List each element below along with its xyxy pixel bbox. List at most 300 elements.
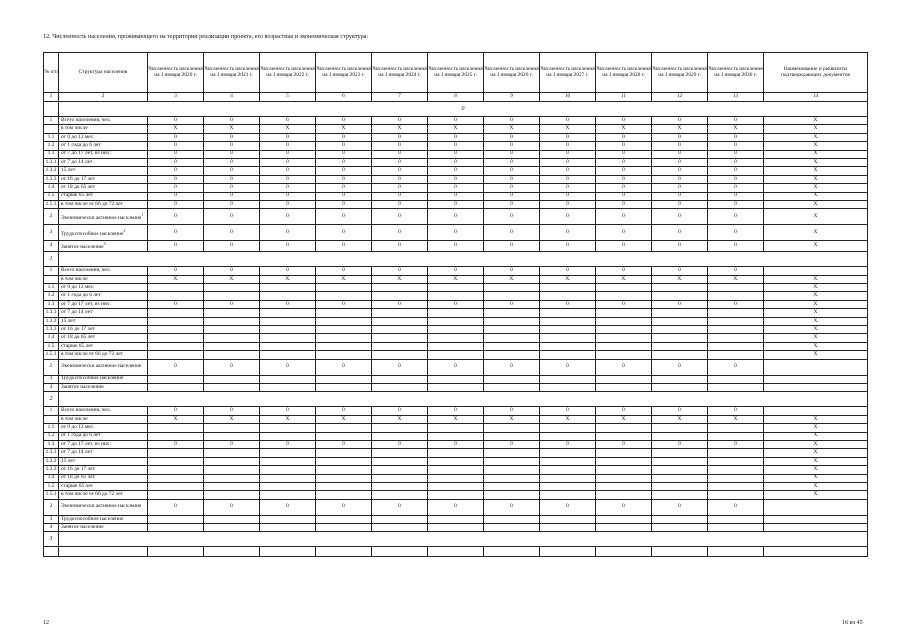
value-cell	[204, 326, 260, 334]
row-label-text: от 7 до 17 лет, из них:	[61, 300, 111, 307]
value-cell	[540, 524, 596, 532]
row-label-text: 15 лет	[61, 167, 76, 174]
footnote-marker: 1	[141, 212, 144, 217]
header-year: Численность населения на 1 января 2025 г.	[428, 53, 484, 93]
value-cell	[372, 317, 428, 325]
documents-cell	[764, 359, 868, 375]
value-cell	[204, 292, 260, 300]
value-cell	[148, 424, 204, 432]
row-number	[44, 125, 59, 133]
value-cell	[652, 375, 708, 383]
documents-cell: X	[764, 150, 868, 158]
value-cell: 0	[260, 167, 316, 175]
value-cell: X	[428, 275, 484, 283]
empty-cell	[428, 547, 484, 557]
value-cell	[372, 342, 428, 350]
row-number: 1.5.1	[44, 200, 59, 208]
header-year: Численность населения на 1 января 2021 г.	[204, 53, 260, 93]
value-cell: 0	[372, 133, 428, 141]
value-cell: X	[708, 125, 764, 133]
value-cell: 0	[204, 142, 260, 150]
row-number: 3	[44, 515, 59, 523]
value-cell	[540, 491, 596, 499]
value-cell	[540, 432, 596, 440]
value-cell	[204, 309, 260, 317]
column-number: 5	[260, 93, 316, 102]
population-table	[43, 52, 868, 557]
value-cell	[372, 309, 428, 317]
value-cell: 0	[652, 142, 708, 150]
value-cell: 0	[428, 200, 484, 208]
value-cell	[428, 457, 484, 465]
value-cell	[316, 424, 372, 432]
value-cell: 0	[652, 133, 708, 141]
row-number: 1.3	[44, 440, 59, 448]
value-cell	[148, 449, 204, 457]
value-cell	[204, 474, 260, 482]
empty-cell	[44, 547, 59, 557]
row-label	[59, 375, 148, 383]
value-cell	[148, 474, 204, 482]
value-cell: X	[428, 415, 484, 423]
value-cell: 0	[316, 158, 372, 166]
documents-cell: X	[764, 125, 868, 133]
value-cell: X	[372, 415, 428, 423]
value-cell	[652, 383, 708, 391]
empty-cell	[260, 547, 316, 557]
value-cell	[428, 515, 484, 523]
value-cell	[372, 383, 428, 391]
value-cell	[540, 375, 596, 383]
empty-cell	[204, 547, 260, 557]
row-label	[59, 241, 148, 252]
value-cell	[652, 292, 708, 300]
row-label-text: Занятое население	[61, 243, 104, 250]
value-cell	[540, 466, 596, 474]
value-cell	[316, 375, 372, 383]
value-cell: 0	[596, 267, 652, 275]
row-number: 1	[44, 267, 59, 275]
column-number: 12	[652, 93, 708, 102]
documents-cell: X	[764, 440, 868, 448]
value-cell: 0	[316, 359, 372, 375]
value-cell	[316, 482, 372, 490]
value-cell: 0	[148, 175, 204, 183]
value-cell	[540, 309, 596, 317]
value-cell	[484, 317, 540, 325]
documents-cell: X	[764, 275, 868, 283]
value-cell	[148, 524, 204, 532]
value-cell	[596, 449, 652, 457]
value-cell	[316, 457, 372, 465]
row-number: 1.3	[44, 150, 59, 158]
value-cell: 0	[652, 175, 708, 183]
row-label	[59, 125, 148, 133]
header-year: Численность населения на 1 января 2028 г.	[596, 53, 652, 93]
row-label	[59, 284, 148, 292]
value-cell	[540, 292, 596, 300]
empty-cell	[764, 547, 868, 557]
footnote-marker: 2	[123, 228, 126, 233]
value-cell: 0	[428, 209, 484, 225]
value-cell: 0	[484, 209, 540, 225]
table-row	[44, 267, 868, 275]
row-number: 2	[44, 499, 59, 515]
value-cell: 0	[428, 192, 484, 200]
value-cell: 0	[708, 267, 764, 275]
row-number: 1.3	[44, 300, 59, 308]
row-number: 1.5.1	[44, 351, 59, 359]
value-cell: X	[316, 125, 372, 133]
value-cell	[484, 524, 540, 532]
row-number: 1.5	[44, 482, 59, 490]
row-number: 1	[44, 117, 59, 125]
row-label	[59, 300, 148, 308]
value-cell: 0	[540, 440, 596, 448]
row-number: 1.3.3	[44, 326, 59, 334]
value-cell: 0	[596, 133, 652, 141]
value-cell	[372, 326, 428, 334]
row-label	[59, 415, 148, 423]
documents-cell	[764, 499, 868, 515]
value-cell: 0	[316, 300, 372, 308]
table-row	[44, 225, 868, 241]
value-cell: 0	[372, 407, 428, 415]
value-cell	[428, 309, 484, 317]
row-number: 3	[44, 375, 59, 383]
row-label-text: от 18 до 65 лет	[61, 183, 96, 190]
value-cell	[540, 383, 596, 391]
value-cell: 0	[204, 167, 260, 175]
column-number: 1	[44, 93, 59, 102]
row-number: 1.3.2	[44, 457, 59, 465]
column-number: 14	[764, 93, 868, 102]
table-row	[44, 407, 868, 415]
value-cell: 0	[204, 300, 260, 308]
row-number: 1.3.3	[44, 466, 59, 474]
value-cell: 0	[708, 225, 764, 241]
value-cell: 0	[148, 241, 204, 252]
header-year: Численность населения на 1 января 2022 г.	[260, 53, 316, 93]
section-title: 3	[44, 532, 59, 547]
value-cell: 0	[204, 175, 260, 183]
documents-cell	[764, 515, 868, 523]
value-cell	[708, 351, 764, 359]
empty-cell	[59, 547, 148, 557]
value-cell	[260, 351, 316, 359]
row-label	[59, 133, 148, 141]
table-row	[44, 125, 868, 133]
header-num: № п/п	[44, 53, 59, 93]
value-cell: 0	[708, 241, 764, 252]
row-number: 1.3.2	[44, 167, 59, 175]
row-label-text: в том числе	[61, 415, 88, 422]
row-label-text: старше 65 лет	[61, 192, 93, 199]
row-label	[59, 317, 148, 325]
header-year: Численность населения на 1 января 2026 г.	[484, 53, 540, 93]
row-label	[59, 440, 148, 448]
row-label	[59, 225, 148, 241]
row-label-text: от 1 года до 6 лет	[61, 142, 101, 149]
value-cell: 0	[260, 175, 316, 183]
value-cell	[372, 375, 428, 383]
value-cell: 0	[596, 167, 652, 175]
row-label-text: Трудоспособное население	[61, 375, 124, 382]
row-label-text: от 0 до 12 мес.	[61, 424, 95, 431]
documents-cell: X	[764, 326, 868, 334]
value-cell	[596, 491, 652, 499]
row-label	[59, 184, 148, 192]
value-cell	[484, 351, 540, 359]
value-cell	[428, 424, 484, 432]
value-cell: X	[260, 415, 316, 423]
value-cell: 0	[204, 192, 260, 200]
value-cell	[596, 424, 652, 432]
value-cell	[316, 466, 372, 474]
value-cell: 0	[708, 499, 764, 515]
value-cell: 0	[260, 300, 316, 308]
row-label-text: от 1 года до 6 лет	[61, 292, 101, 299]
value-cell: 0	[596, 200, 652, 208]
value-cell	[708, 334, 764, 342]
value-cell: 0	[708, 175, 764, 183]
value-cell: 0	[484, 192, 540, 200]
value-cell: 0	[484, 117, 540, 125]
value-cell: 0	[596, 184, 652, 192]
value-cell: 0	[204, 200, 260, 208]
row-label-text: Всего населения, чел.	[61, 267, 111, 274]
row-label-text: старше 65 лет	[61, 482, 93, 489]
table-row	[44, 415, 868, 423]
value-cell: 0	[204, 158, 260, 166]
value-cell: 0	[484, 267, 540, 275]
value-cell	[316, 351, 372, 359]
documents-cell: X	[764, 351, 868, 359]
row-label-text: от 0 до 12 мес.	[61, 283, 95, 290]
value-cell	[316, 284, 372, 292]
documents-cell: X	[764, 309, 868, 317]
value-cell	[596, 309, 652, 317]
value-cell: 0	[708, 133, 764, 141]
section-title: 1	[44, 252, 59, 267]
value-cell	[316, 342, 372, 350]
section-header-row	[44, 252, 868, 267]
value-cell	[428, 449, 484, 457]
value-cell	[428, 375, 484, 383]
value-cell	[148, 317, 204, 325]
value-cell: 0	[484, 158, 540, 166]
value-cell: X	[484, 415, 540, 423]
value-cell: 0	[372, 167, 428, 175]
table-row	[44, 317, 868, 325]
value-cell	[708, 432, 764, 440]
row-label	[59, 192, 148, 200]
value-cell: X	[596, 125, 652, 133]
value-cell: 0	[260, 158, 316, 166]
table-row	[44, 241, 868, 252]
value-cell	[260, 474, 316, 482]
value-cell	[372, 292, 428, 300]
value-cell: 0	[708, 359, 764, 375]
value-cell	[484, 326, 540, 334]
value-cell	[260, 457, 316, 465]
value-cell: 0	[148, 158, 204, 166]
row-number: 1.5	[44, 192, 59, 200]
value-cell: 6	[260, 117, 316, 125]
documents-cell: X	[764, 300, 868, 308]
value-cell: 0	[428, 241, 484, 252]
value-cell	[260, 491, 316, 499]
value-cell: X	[484, 125, 540, 133]
row-label-text: в том числе	[61, 275, 88, 282]
value-cell	[708, 383, 764, 391]
value-cell: X	[316, 415, 372, 423]
documents-cell: X	[764, 117, 868, 125]
value-cell	[428, 383, 484, 391]
value-cell	[260, 326, 316, 334]
value-cell	[260, 375, 316, 383]
value-cell: 0	[372, 184, 428, 192]
value-cell: 0	[428, 499, 484, 515]
value-cell: 0	[428, 300, 484, 308]
value-cell	[596, 432, 652, 440]
row-label	[59, 275, 148, 283]
value-cell	[652, 317, 708, 325]
value-cell: 0	[204, 184, 260, 192]
value-cell: 0	[260, 225, 316, 241]
value-cell: X	[260, 125, 316, 133]
value-cell: 0	[316, 150, 372, 158]
value-cell: 0	[596, 300, 652, 308]
value-cell	[652, 432, 708, 440]
value-cell	[596, 375, 652, 383]
value-cell: 0	[708, 192, 764, 200]
value-cell: 0	[540, 158, 596, 166]
value-cell	[372, 424, 428, 432]
column-number: 7	[372, 93, 428, 102]
row-label	[59, 142, 148, 150]
value-cell: 0	[204, 150, 260, 158]
value-cell	[596, 466, 652, 474]
value-cell	[316, 432, 372, 440]
footer-page-count: 16 из 45	[842, 620, 863, 626]
value-cell: 0	[316, 241, 372, 252]
row-label	[59, 499, 148, 515]
value-cell	[148, 309, 204, 317]
row-label-text: от 18 до 65 лет	[61, 334, 96, 341]
value-cell: 0	[204, 499, 260, 515]
empty-cell	[372, 547, 428, 557]
table-row	[44, 466, 868, 474]
row-label-text: от 1 года до 6 лет	[61, 432, 101, 439]
value-cell	[484, 424, 540, 432]
value-cell: 0	[316, 440, 372, 448]
table-row	[44, 192, 868, 200]
value-cell: 0	[204, 225, 260, 241]
value-cell: 0	[540, 359, 596, 375]
value-cell	[652, 466, 708, 474]
table-row	[44, 351, 868, 359]
value-cell	[484, 457, 540, 465]
table-row	[44, 133, 868, 141]
empty-cell	[596, 547, 652, 557]
value-cell	[652, 342, 708, 350]
value-cell	[540, 457, 596, 465]
table-row	[44, 474, 868, 482]
row-label	[59, 383, 148, 391]
value-cell	[540, 326, 596, 334]
value-cell	[204, 424, 260, 432]
value-cell: 0	[260, 359, 316, 375]
value-cell: X	[316, 275, 372, 283]
column-number: 9	[484, 93, 540, 102]
value-cell	[484, 292, 540, 300]
value-cell: 0	[652, 184, 708, 192]
value-cell: X	[204, 415, 260, 423]
value-cell	[204, 515, 260, 523]
row-number: 4	[44, 383, 59, 391]
row-label-text: Занятое население	[61, 523, 104, 530]
value-cell: 0	[204, 440, 260, 448]
value-cell	[596, 474, 652, 482]
value-cell: X	[260, 275, 316, 283]
value-cell	[148, 466, 204, 474]
value-cell: 0	[652, 167, 708, 175]
value-cell	[652, 424, 708, 432]
table-row	[44, 158, 868, 166]
value-cell: 0	[316, 192, 372, 200]
row-number: 1.1	[44, 284, 59, 292]
value-cell	[260, 424, 316, 432]
value-cell: 0	[484, 407, 540, 415]
row-label-text: в том числе	[61, 125, 88, 132]
table-row	[44, 383, 868, 391]
value-cell	[148, 457, 204, 465]
row-label-text: Трудоспособное население	[61, 230, 124, 237]
value-cell: X	[540, 415, 596, 423]
table-row	[44, 275, 868, 283]
value-cell	[652, 457, 708, 465]
value-cell: 0	[484, 184, 540, 192]
section-title-cell	[59, 392, 868, 407]
value-cell	[708, 309, 764, 317]
row-number: 1.5.1	[44, 491, 59, 499]
value-cell: 0	[596, 175, 652, 183]
documents-cell: X	[764, 167, 868, 175]
empty-cell	[708, 547, 764, 557]
row-label	[59, 359, 148, 375]
value-cell: 0	[316, 175, 372, 183]
row-label-text: от 16 до 17 лет	[61, 175, 96, 182]
documents-cell: X	[764, 482, 868, 490]
value-cell: 0	[596, 158, 652, 166]
header-year: Численность населения на 1 января 2027 г.	[540, 53, 596, 93]
documents-cell	[764, 524, 868, 532]
value-cell: 0	[372, 499, 428, 515]
documents-cell: X	[764, 241, 868, 252]
row-label-text: от 7 до 14 лет	[61, 309, 93, 316]
table-row	[44, 309, 868, 317]
value-cell	[148, 284, 204, 292]
table-caption: 12. Численность населения, проживающего на территории реализации проекта, его возрастная и экономическая структура:	[43, 33, 369, 40]
value-cell	[372, 491, 428, 499]
value-cell	[428, 317, 484, 325]
value-cell: 0	[428, 407, 484, 415]
row-number: 1.3.2	[44, 317, 59, 325]
header-year: Численность населения на 1 января 2020 г.	[148, 53, 204, 93]
table-row	[44, 457, 868, 465]
value-cell	[260, 317, 316, 325]
